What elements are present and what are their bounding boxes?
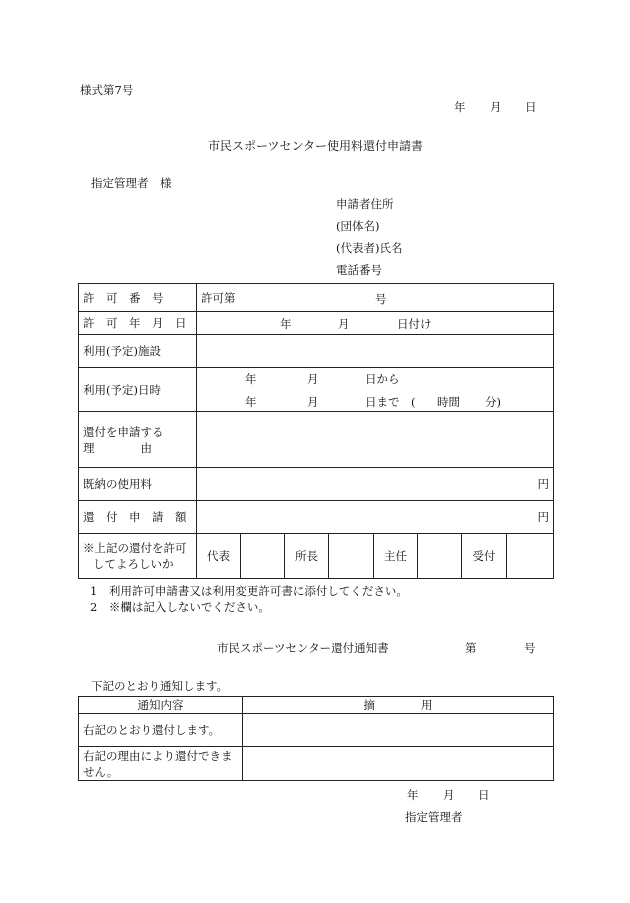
row-amount [79, 501, 554, 534]
notice-row-deny-remarks[interactable] [243, 747, 554, 781]
seal-box-shunin[interactable] [418, 534, 462, 579]
row-permit-date [79, 312, 554, 335]
row-permit-no [79, 284, 554, 312]
paid-label: 既納の使用料 [79, 468, 197, 501]
row-approval [79, 534, 554, 579]
seal-label-daihyo: 代表 [197, 534, 241, 579]
notice-header-remarks: 摘 用 [243, 697, 554, 714]
reason-label: 還付を申請する 理 由 [79, 412, 197, 468]
notice-no-suffix: 号 [524, 641, 536, 655]
notice-row-refund-remarks[interactable] [243, 714, 554, 747]
notice-row-refund-label: 右記のとおり還付します。 [79, 714, 243, 747]
notice-table [78, 696, 554, 781]
seal-label-uketsuke: 受付 [462, 534, 507, 579]
permit-no-label: 許 可 番 号 [79, 284, 197, 312]
row-paid [79, 468, 554, 501]
notice-no-prefix: 第 [465, 641, 477, 655]
approval-label: ※上記の還付を許可 してよろしいか [79, 534, 197, 579]
row-facility [79, 335, 554, 368]
seal-label-shocho: 所長 [285, 534, 329, 579]
application-table [78, 283, 554, 579]
notice-title: 市民スポーツセンター還付通知書 [217, 641, 389, 655]
seal-box-uketsuke[interactable] [507, 534, 554, 579]
permit-date-label: 許 可 年 月 日 [79, 312, 197, 335]
notice-row-deny-label: 右記の理由により還付できま せん。 [79, 747, 243, 781]
applicant-address-label: 申請者住所 [336, 197, 394, 211]
note-1: 1 利用許可申請書又は利用変更許可書に添付してください。 [90, 584, 408, 598]
form-number: 様式第7号 [80, 83, 134, 97]
form-title: 市民スポーツセンター使用料還付申請書 [208, 139, 424, 153]
notice-header-content: 通知内容 [79, 697, 243, 714]
datetime-field[interactable]: 年 月 日から 年 月 日まで ( 時間 分) [197, 368, 554, 412]
permit-date-field[interactable]: 年 月 日付け [197, 312, 554, 335]
row-datetime [79, 368, 554, 412]
applicant-phone-label: 電話番号 [336, 263, 382, 277]
seal-box-daihyo[interactable] [241, 534, 285, 579]
facility-label: 利用(予定)施設 [79, 335, 197, 368]
amount-field[interactable]: 円 [197, 501, 554, 534]
permit-no-field[interactable]: 許可第 号 [197, 284, 554, 312]
note-2: 2 ※欄は記入しないでください。 [90, 600, 270, 614]
datetime-label: 利用(予定)日時 [79, 368, 197, 412]
paid-field[interactable]: 円 [197, 468, 554, 501]
addressee: 指定管理者 様 [91, 176, 172, 190]
amount-label: 還 付 申 請 額 [79, 501, 197, 534]
applicant-name-label: (代表者)氏名 [336, 241, 403, 255]
notice-row-refund [79, 714, 554, 747]
notice-signer: 指定管理者 [405, 810, 463, 824]
notice-header-row [79, 697, 554, 714]
seal-label-shunin: 主任 [374, 534, 418, 579]
row-reason [79, 412, 554, 468]
applicant-org-label: (団体名) [336, 219, 380, 233]
facility-field[interactable] [197, 335, 554, 368]
reason-field[interactable] [197, 412, 554, 468]
notice-intro: 下記のとおり通知します。 [91, 679, 229, 693]
seal-box-shocho[interactable] [329, 534, 374, 579]
notice-row-deny [79, 747, 554, 781]
